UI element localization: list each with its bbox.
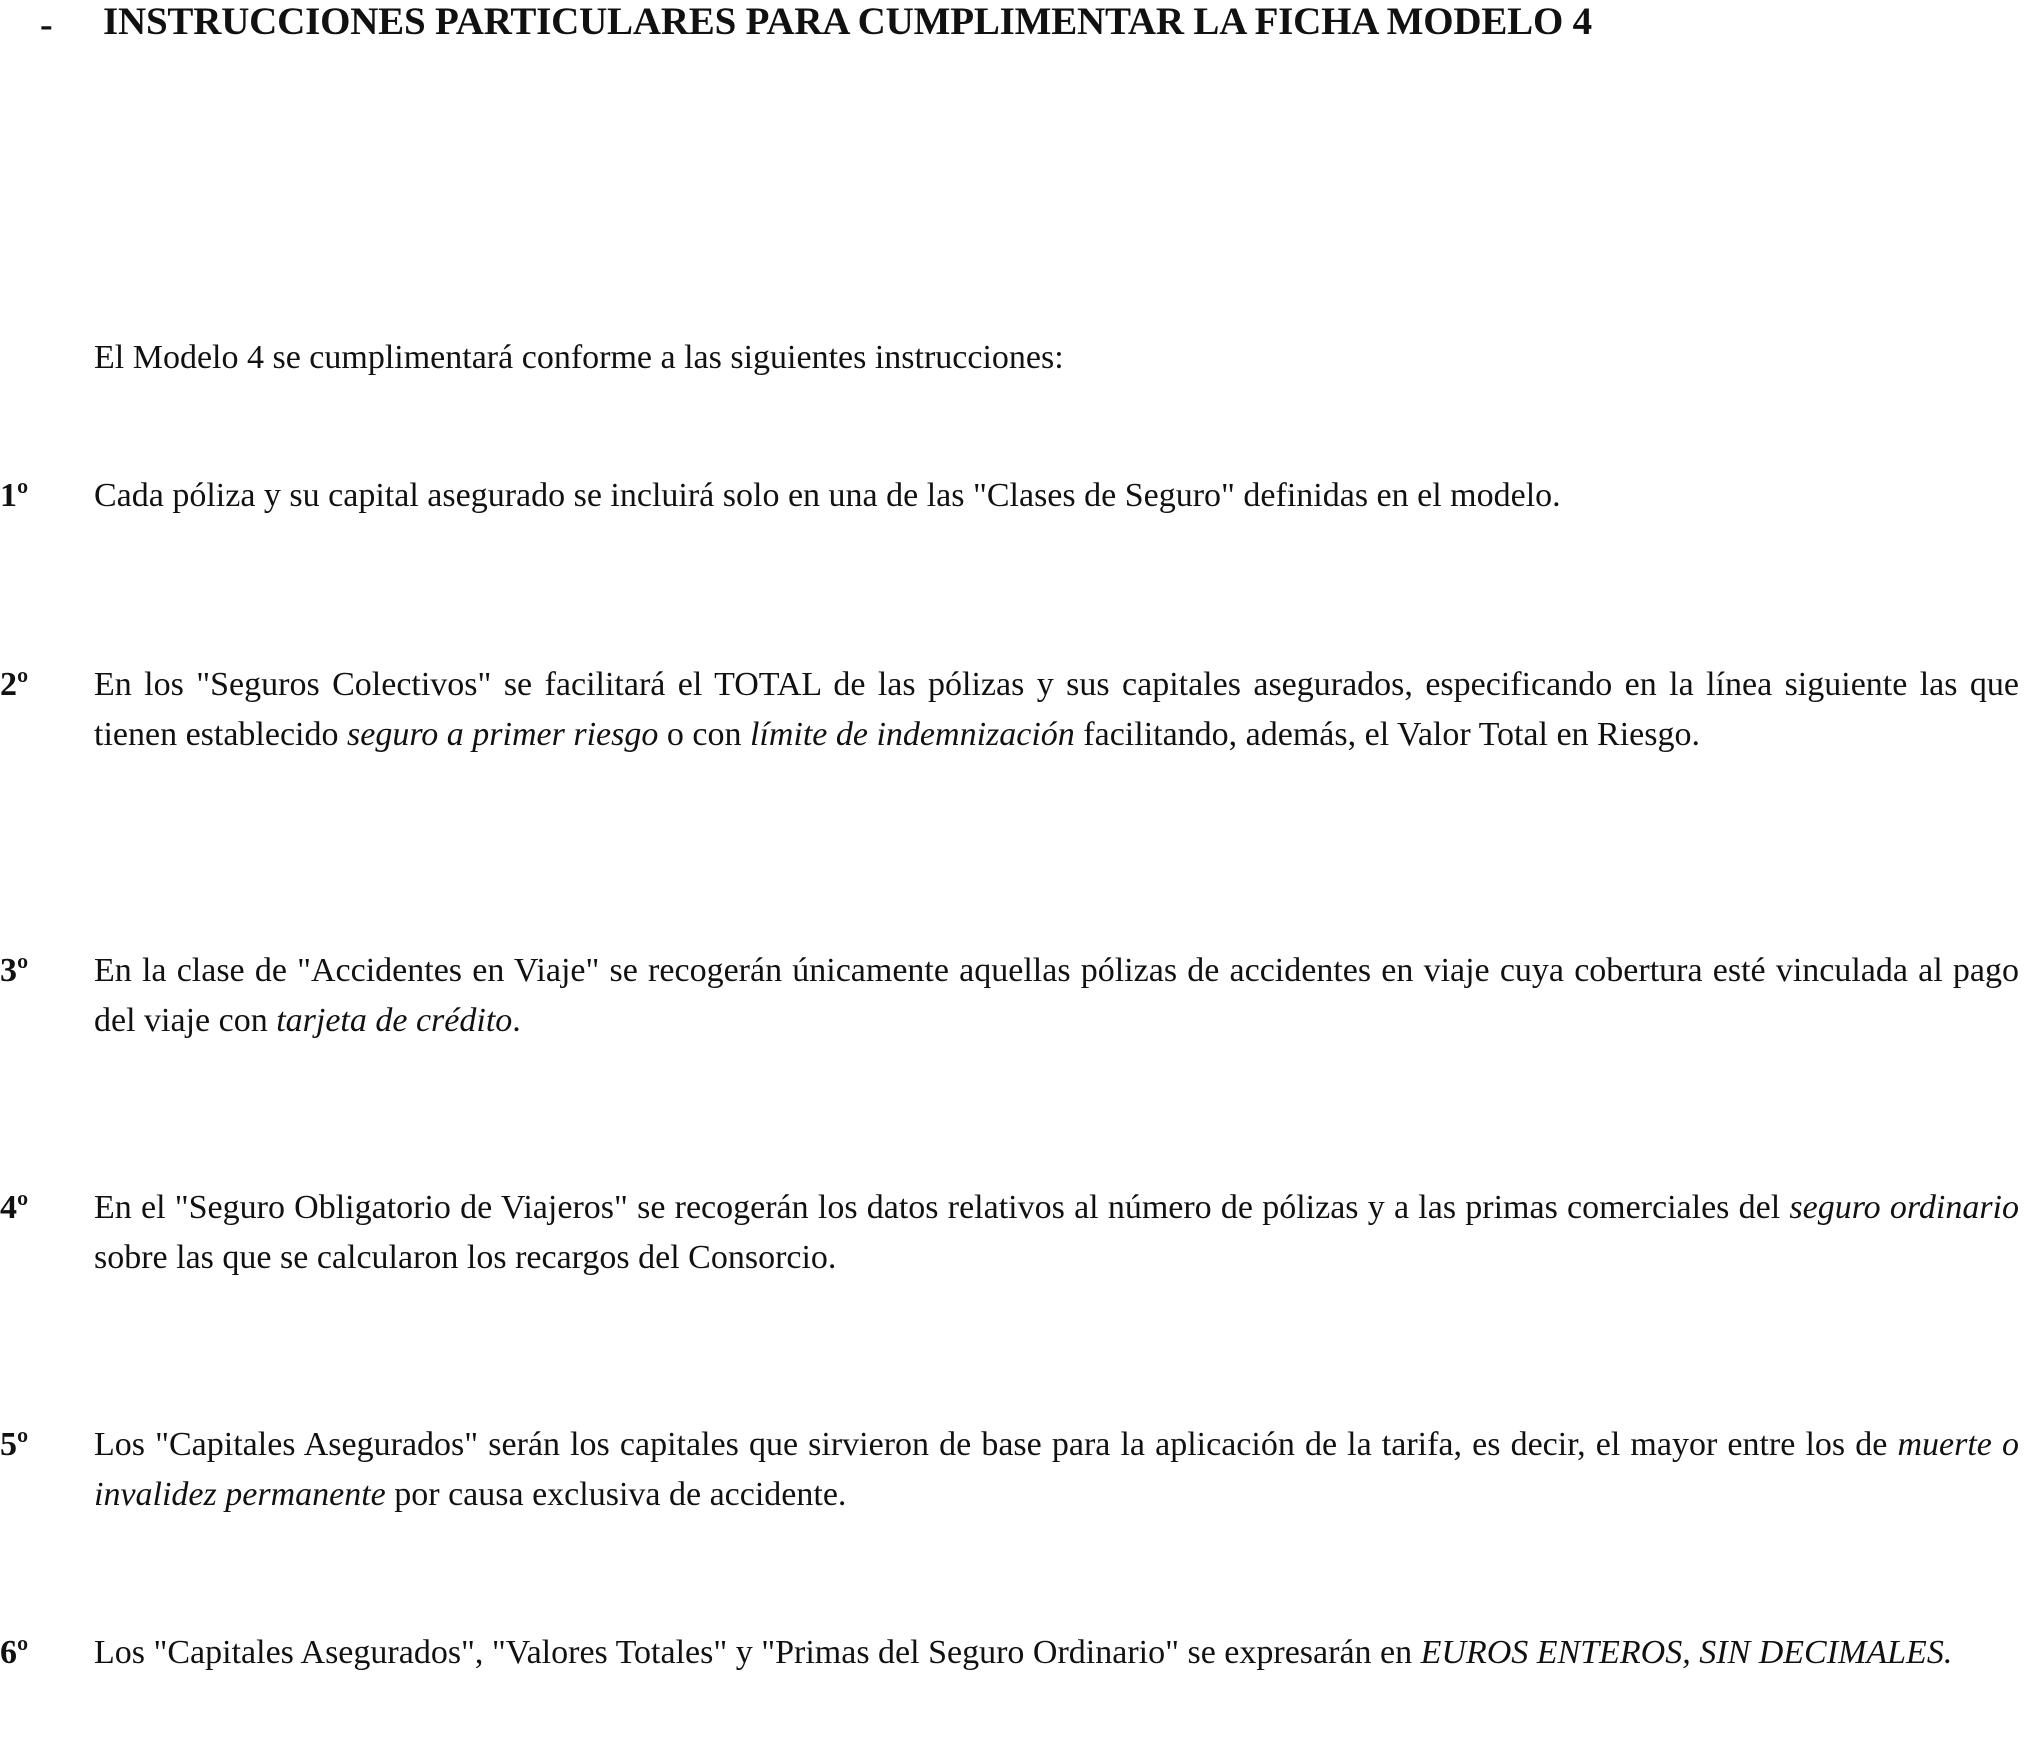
item-text	[94, 1420, 2019, 1520]
item-italic-term: EUROS ENTEROS, SIN DECIMALES.	[1420, 1634, 1953, 1671]
item-text	[94, 1628, 2019, 1678]
item-number: 5º	[0, 1426, 29, 1463]
item-text-segment: En el "Seguro Obligatorio de Viajeros" se recogerán los datos relativos al número de pólizas y a las primas comerciales del	[94, 1189, 1790, 1226]
page-title: INSTRUCCIONES PARTICULARES PARA CUMPLIMENTAR LA FICHA MODELO 4	[103, 0, 1592, 43]
item-number: 6º	[0, 1634, 29, 1671]
item-italic-term: muerte o invalidez permanente	[94, 1426, 2019, 1513]
item-text-segment: Los "Capitales Asegurados", "Valores Totales" y "Primas del Seguro Ordinario" se expresarán en	[94, 1634, 1421, 1671]
item-number: 4º	[0, 1189, 29, 1226]
item-text-segment: .	[512, 1002, 521, 1039]
item-text-segment: por causa exclusiva de accidente.	[385, 1476, 847, 1513]
item-text-segment: En los "Seguros Colectivos" se facilitará el TOTAL de las pólizas y sus capitales asegurados, especificando en la línea siguiente las que tienen establecido	[94, 666, 2019, 753]
item-text	[94, 660, 2019, 760]
item-number: 1º	[0, 477, 29, 514]
item-text-segment: Cada póliza y su capital asegurado se incluirá solo en una de las "Clases de Seguro" definidas en el modelo.	[94, 477, 1561, 514]
item-italic-term: límite de indemnización	[749, 716, 1075, 753]
intro-paragraph: El Modelo 4 se cumplimentará conforme a las siguientes instrucciones:	[94, 339, 1064, 376]
item-italic-term: tarjeta de crédito	[276, 1002, 513, 1039]
item-text-segment: En la clase de "Accidentes en Viaje" se recogerán únicamente aquellas pólizas de accidentes en viaje cuya cobertura esté vinculada al pago del viaje con	[94, 952, 2019, 1039]
item-text	[94, 1183, 2019, 1283]
item-number: 3º	[0, 952, 29, 989]
item-italic-term: seguro ordinario	[1789, 1189, 2020, 1226]
item-number: 2º	[0, 666, 29, 703]
item-text-segment: facilitando, además, el Valor Total en Riesgo.	[1074, 716, 1700, 753]
heading-bullet: -	[40, 4, 53, 46]
item-text	[94, 946, 2019, 1046]
item-text	[94, 471, 2019, 521]
item-text-segment: o con	[658, 716, 750, 753]
item-text-segment: Los "Capitales Asegurados" serán los capitales que sirvieron de base para la aplicación de la tarifa, es decir, el mayor entre los de	[94, 1426, 1898, 1463]
item-italic-term: seguro a primer riesgo	[347, 716, 659, 753]
item-text-segment: sobre las que se calcularon los recargos del Consorcio.	[94, 1239, 837, 1276]
